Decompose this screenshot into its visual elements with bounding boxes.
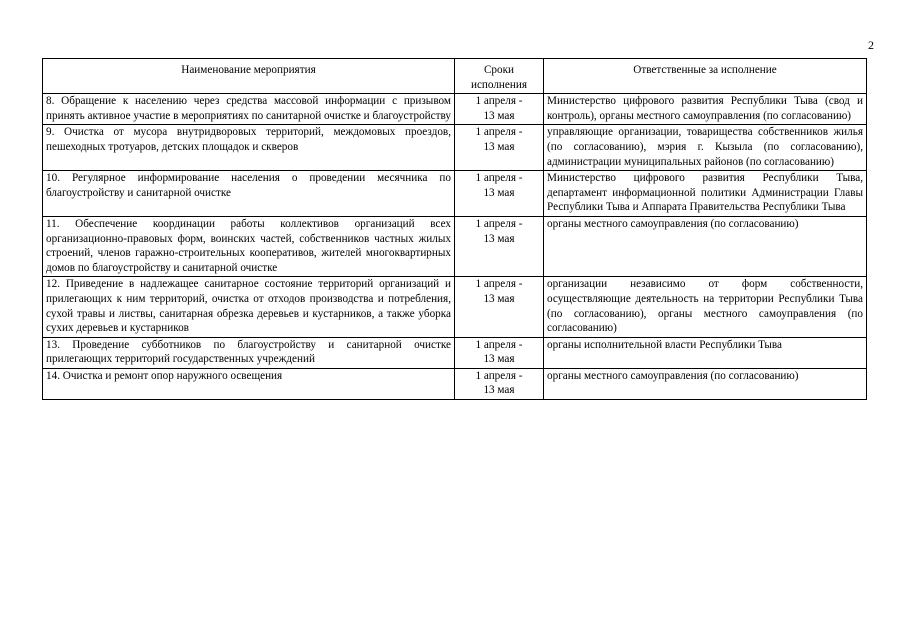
term-start: 1 апреля - bbox=[475, 369, 523, 382]
term-cell bbox=[455, 337, 544, 368]
events-table bbox=[42, 58, 867, 400]
table-row bbox=[43, 216, 867, 276]
header-responsible: Ответственные за исполнение bbox=[544, 59, 867, 94]
responsible-cell: органы местного самоуправления (по согласованию) bbox=[544, 216, 867, 276]
header-event-name: Наименование мероприятия bbox=[43, 59, 455, 94]
term-end: 13 мая bbox=[483, 292, 515, 305]
term-end: 13 мая bbox=[483, 186, 515, 199]
term-end: 13 мая bbox=[483, 384, 515, 397]
event-cell: 9. Очистка от мусора внутридворовых территорий, междомовых проездов, пешеходных тротуаров, детских площадок и скверов bbox=[43, 125, 455, 171]
responsible-cell: органы местного самоуправления (по согласованию) bbox=[544, 368, 867, 399]
table-row bbox=[43, 277, 867, 337]
responsible-cell: органы исполнительной власти Республики Тыва bbox=[544, 337, 867, 368]
term-cell bbox=[455, 216, 544, 276]
term-start: 1 апреля - bbox=[475, 126, 523, 139]
term-cell bbox=[455, 171, 544, 217]
table-row bbox=[43, 337, 867, 368]
term-cell bbox=[455, 277, 544, 337]
term-start: 1 апреля - bbox=[475, 95, 523, 108]
responsible-cell: Министерство цифрового развития Республики Тыва (свод и контроль), органы местного самоуправления (по согласованию) bbox=[544, 94, 867, 125]
table-header-row bbox=[43, 59, 867, 94]
responsible-cell: управляющие организации, товарищества собственников жилья (по согласованию), мэрия г. Кызыла (по согласованию), администрации муниципальных районов (по согласованию) bbox=[544, 125, 867, 171]
term-start: 1 апреля - bbox=[475, 278, 523, 291]
table-row bbox=[43, 368, 867, 399]
event-cell: 13. Проведение субботников по благоустройству и санитарной очистке прилегающих территорий государственных учреждений bbox=[43, 337, 455, 368]
term-start: 1 апреля - bbox=[475, 172, 523, 185]
table-row bbox=[43, 125, 867, 171]
event-cell: 12. Приведение в надлежащее санитарное состояние территорий организаций и прилегающих к ним территорий, очистка от отходов производства и потребления, сухой травы и листвы, санитарная обрезка деревьев и кустарников, а также уборка сухих деревьев и кустарников bbox=[43, 277, 455, 337]
term-cell bbox=[455, 125, 544, 171]
term-start: 1 апреля - bbox=[475, 338, 523, 351]
event-cell: 14. Очистка и ремонт опор наружного освещения bbox=[43, 368, 455, 399]
event-cell: 11. Обеспечение координации работы коллективов организаций всех организационно-правовых форм, воинских частей, собственников частных жилых строений, членов гаражно-строительных кооперативов, жителей многоквартирных домов по благоустройству и санитарной очистке bbox=[43, 216, 455, 276]
event-cell: 10. Регулярное информирование населения о проведении месячника по благоустройству и санитарной очистке bbox=[43, 171, 455, 217]
term-end: 13 мая bbox=[483, 232, 515, 245]
table-row bbox=[43, 94, 867, 125]
responsible-cell: организации независимо от форм собственности, осуществляющие деятельность на территории Республики Тыва (по согласованию), органы местного самоуправления (по согласованию) bbox=[544, 277, 867, 337]
table-row bbox=[43, 171, 867, 217]
header-deadline: Сроки исполнения bbox=[455, 59, 544, 94]
page-number: 2 bbox=[868, 38, 874, 52]
term-cell bbox=[455, 94, 544, 125]
term-end: 13 мая bbox=[483, 140, 515, 153]
term-start: 1 апреля - bbox=[475, 217, 523, 230]
event-cell: 8. Обращение к населению через средства массовой информации с призывом принять активное участие в мероприятиях по санитарной очистке и благоустройству bbox=[43, 94, 455, 125]
term-end: 13 мая bbox=[483, 353, 515, 366]
term-cell bbox=[455, 368, 544, 399]
responsible-cell: Министерство цифрового развития Республики Тыва, департамент информационной политики Администрации Главы Республики Тыва и Аппарата Правительства Республики Тыва bbox=[544, 171, 867, 217]
term-end: 13 мая bbox=[483, 109, 515, 122]
